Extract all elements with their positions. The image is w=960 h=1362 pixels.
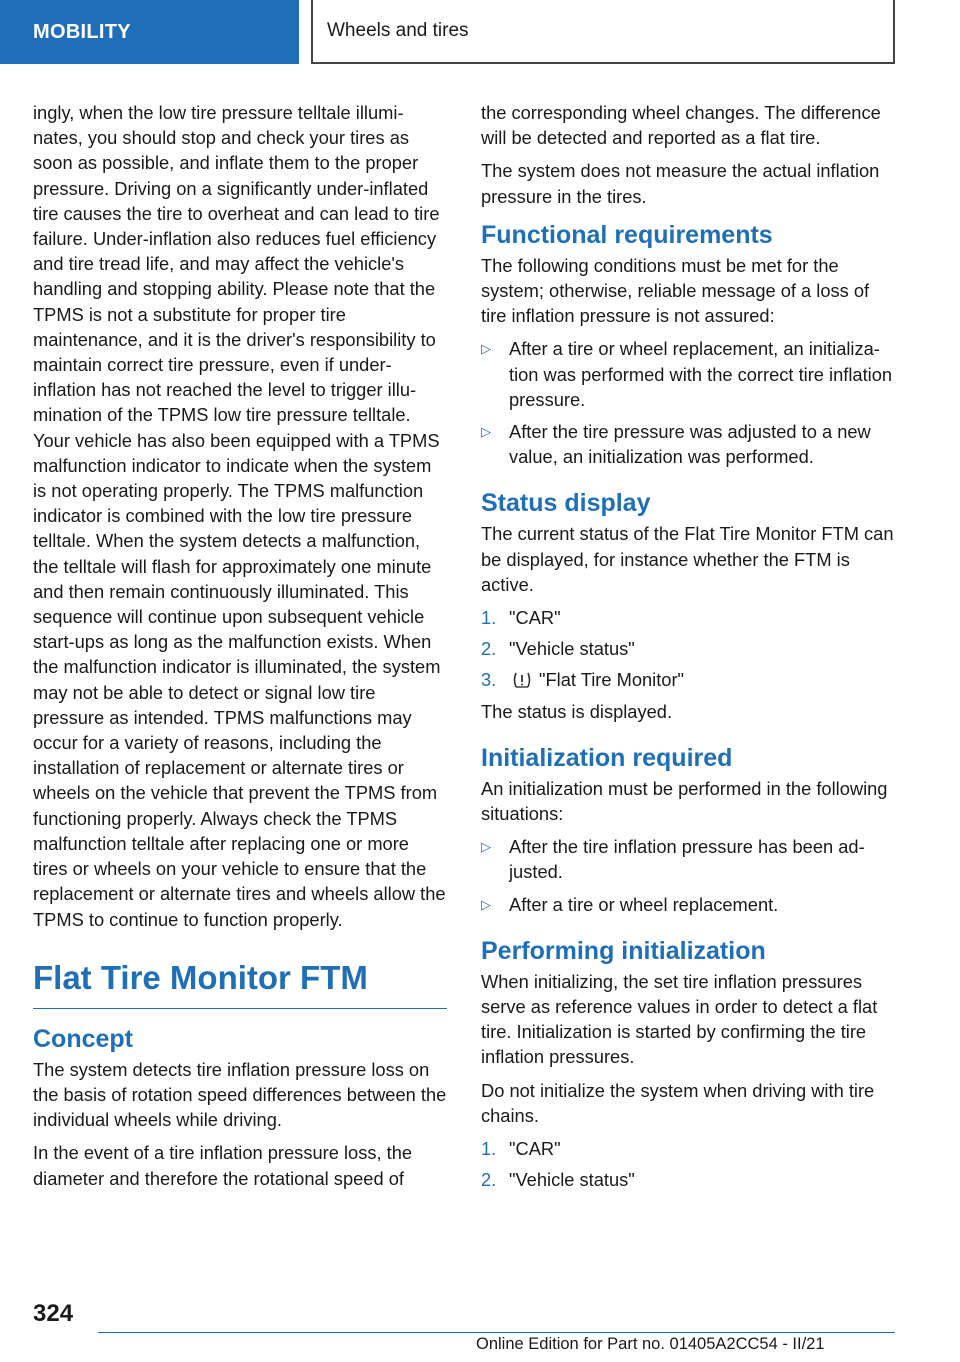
footer-divider bbox=[98, 1332, 895, 1333]
heading-functional-requirements: Functional requirements bbox=[481, 220, 773, 249]
performing-steps bbox=[481, 1136, 895, 1192]
status-displayed-text: The status is displayed. bbox=[481, 700, 673, 722]
heading-initialization-required: Initialization required bbox=[481, 743, 733, 772]
list-item: ▷ After the tire pressure was adjusted to a new value, an initialization was performed. bbox=[481, 421, 871, 468]
page-number: 324 bbox=[33, 1300, 74, 1327]
step-item: 2. "Vehicle status" bbox=[481, 1169, 635, 1191]
bullet-icon: ▷ bbox=[481, 341, 491, 357]
concept-paragraph-2: In the event of a tire inflation pressure loss, the diameter and therefore the rotational speed of bbox=[33, 1142, 413, 1189]
bullet-icon: ▷ bbox=[481, 424, 491, 440]
left-column bbox=[33, 100, 447, 1199]
heading-status-display: Status display bbox=[481, 489, 651, 518]
paragraph-wheel-changes: the corresponding wheel changes. The difference will be detected and reported as a flat tire. bbox=[481, 102, 881, 149]
performing-paragraph-2: Do not initialize the system when driving with tire chains. bbox=[481, 1079, 875, 1126]
bullet-icon: ▷ bbox=[481, 896, 491, 912]
step-item: 3. "Flat Tire Monitor" bbox=[481, 669, 685, 691]
list-item: ▷ After a tire or wheel replacement, an initialization was performed with the correct tire inflation pressure. bbox=[481, 338, 893, 410]
heading-concept: Concept bbox=[33, 1024, 133, 1053]
paragraph-not-measure: The system does not measure the actual inflation pressure in the tires. bbox=[481, 160, 880, 207]
functional-requirements-list bbox=[481, 336, 895, 469]
section-tab: MOBILITY bbox=[0, 0, 299, 64]
step-item: 2. "Vehicle status" bbox=[481, 638, 635, 660]
functional-requirements-intro: The following conditions must be met for the system; otherwise, reliable message of a loss of tire inflation pressure is not assured: bbox=[481, 254, 870, 327]
right-column bbox=[481, 100, 895, 1199]
performing-paragraph-1: When initializing, the set tire inflation pressures serve as reference values in order to detect a flat tire. Initialization is started by confirming the tire inflation pressures. bbox=[481, 970, 878, 1068]
list-item: ▷ After the tire inflation pressure has been adjusted. bbox=[481, 836, 865, 883]
bullet-icon: ▷ bbox=[481, 839, 491, 855]
step-item: 1. "CAR" bbox=[481, 607, 561, 629]
chapter-title: Wheels and tires bbox=[311, 0, 895, 64]
heading-performing-initialization: Performing initialization bbox=[481, 936, 766, 965]
step-item: 1. "CAR" bbox=[481, 1138, 561, 1160]
footer-edition: Online Edition for Part no. 01405A2CC54 - II/21 bbox=[476, 1335, 825, 1353]
initialization-list bbox=[481, 834, 895, 917]
tpms-warning-text: ingly, when the low tire pressure telltale illuminates, you should stop and check your tires as soon as possible, and inflate them to the proper pressure. Driving on a significantly under-inflated tire causes the tire to overheat and can lead to tire failure. Under-inflation also reduces fuel efficiency and tire tread life, and may affect the vehicle's handling and stopping ability. Please note that the TPMS is not a substitute for proper tire maintenance, and it is the driver's responsibility to maintain correct tire pressure, even if under-inflation has not reached the level to trigger illumination of the TPMS low tire pressure telltale. Your vehicle has also been equipped with a TPMS malfunction indicator to indicate when the system is not operating properly. The TPMS malfunction indicator is combined with the low tire pressure telltale. When the system detects a malfunction, the telltale will flash for approximately one minute and then remain continuously illuminated. This sequence will continue upon subsequent vehicle start-ups as long as the malfunction exists. When the malfunction indicator is illuminated, the system may not be able to detect or signal low tire pressure as intended. TPMS malfunctions may occur for a variety of reasons, including the installation of replacement or alternate tires or wheels on the vehicle that prevent the TPMS from functioning properly. Always check the TPMS malfunction telltale after replacing one or more tires or wheels on your vehicle to ensure that the replacement or alternate tires and wheels allow the TPMS to continue to function properly. bbox=[33, 102, 446, 930]
initialization-intro: An initialization must be performed in the following situations: bbox=[481, 777, 888, 825]
status-display-intro: The current status of the Flat Tire Monitor FTM can be displayed, for instance whether the FTM is active. bbox=[481, 523, 894, 595]
concept-paragraph-1: The system detects tire inflation pressure loss on the basis of rotation speed differences between the individual wheels while driving. bbox=[33, 1058, 447, 1131]
tire-pressure-warning-icon bbox=[511, 669, 533, 691]
status-steps bbox=[481, 605, 895, 693]
section-heading-ftm: Flat Tire Monitor FTM bbox=[33, 958, 447, 1009]
list-item: ▷ After a tire or wheel replacement. bbox=[481, 892, 895, 917]
